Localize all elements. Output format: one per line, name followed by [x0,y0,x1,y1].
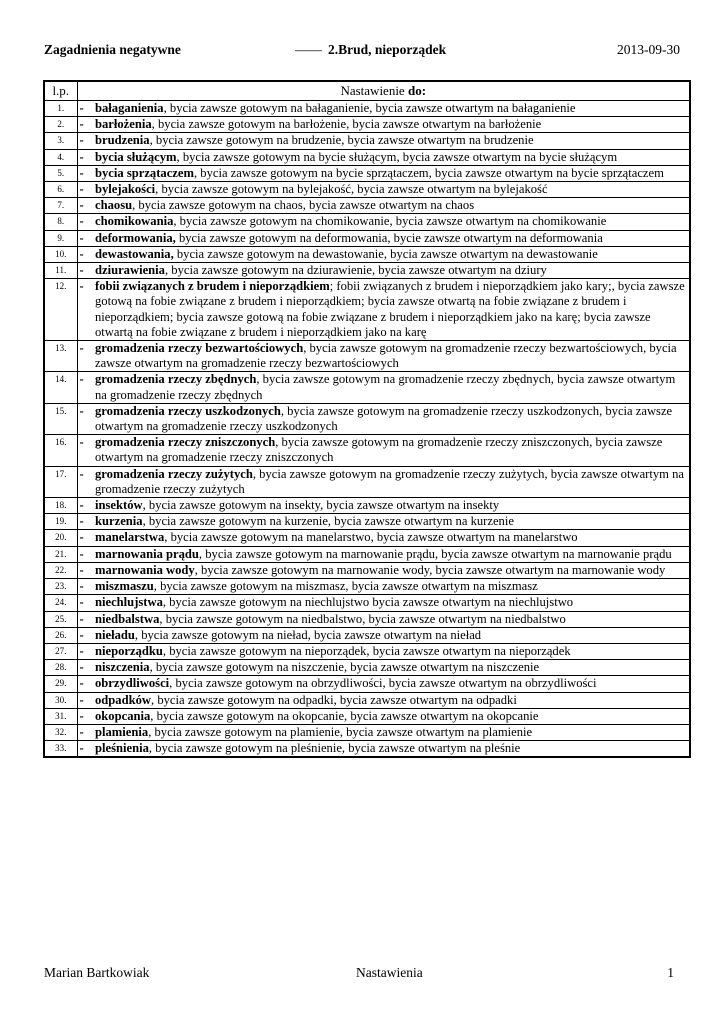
row-number: 3. [44,133,77,149]
row-number: 23. [44,579,77,595]
footer-author: Marian Bartkowiak [44,965,150,980]
table-row [44,611,690,627]
row-number: 10. [44,246,77,262]
row-bullet-dash: - [77,149,93,165]
row-term: plamienia [95,724,149,739]
table-body [44,101,690,758]
row-description: , bycia zawsze gotowym na obrzydliwości, bycia zawsze otwartym na obrzydliwości [169,676,597,691]
row-number: 13. [44,341,77,372]
row-number: 25. [44,611,77,627]
row-number: 16. [44,435,77,466]
row-description: , bycia zawsze gotowym na brudzenie, bycia zawsze otwartym na brudzenie [149,133,534,148]
table-row [44,643,690,659]
row-description: , bycia zawsze gotowym na dziurawienie, bycia zawsze otwartym na dziury [164,263,547,278]
row-number: 15. [44,403,77,434]
table-row [44,466,690,497]
table-row [44,627,690,643]
row-text [93,403,690,434]
row-text [93,279,690,341]
row-description: , bycia zawsze gotowym na gromadzenie rzeczy bezwartościowych, bycia zawsze otwartym na gromadzenie rzeczy bezwartościowych [95,341,677,371]
row-text [93,435,690,466]
row-text [93,741,690,758]
row-term: niechlujstwa [95,595,163,610]
row-term: dewastowania, [95,246,174,261]
row-bullet-dash: - [77,514,93,530]
table-row [44,435,690,466]
row-term: brudzenia [95,133,150,148]
row-text [93,101,690,117]
row-text [93,263,690,279]
table-row [44,101,690,117]
row-number: 31. [44,708,77,724]
row-bullet-dash: - [77,627,93,643]
row-text [93,341,690,372]
table-row [44,263,690,279]
row-bullet-dash: - [77,498,93,514]
page-header [44,42,680,62]
row-description: , bycia zawsze gotowym na insekty, bycia zawsze otwartym na insekty [142,498,500,513]
row-term: niedbalstwa [95,611,160,626]
row-number: 6. [44,182,77,198]
row-text [93,579,690,595]
table-row [44,595,690,611]
row-description: , bycia zawsze gotowym na nieład, bycia zawsze otwartym na nieład [134,627,482,642]
row-text [93,372,690,403]
row-description: , bycia zawsze gotowym na bałaganienie, bycia zawsze otwartym na bałaganienie [163,101,576,115]
table-header-row [44,81,690,101]
table-row [44,530,690,546]
row-description: bycia zawsze gotowym na deformowania, bycie zawsze otwartym na deformowania [175,230,603,245]
row-bullet-dash: - [77,230,93,246]
row-number: 2. [44,117,77,133]
footer-page-number: 1 [667,965,674,980]
row-description: , bycia zawsze gotowym na gromadzenie rzeczy uszkodzonych, bycia zawsze otwartym na gromadzenie rzeczy uszkodzonych [95,403,673,434]
row-bullet-dash: - [77,530,93,546]
row-term: deformowania, [95,230,176,245]
row-bullet-dash: - [77,279,93,341]
row-term: niszczenia [95,660,150,675]
header-subject-text: 2.Brud, nieporządek [328,42,447,57]
table-row [44,546,690,562]
row-term: kurzenia [95,514,143,529]
row-bullet-dash: - [77,372,93,403]
row-description: , bycia zawsze gotowym na kurzenie, bycia zawsze otwartym na kurzenie [142,514,514,529]
row-description: , bycia zawsze gotowym na manelarstwo, bycia zawsze otwartym na manelarstwo [164,530,578,545]
row-bullet-dash: - [77,117,93,133]
table-row [44,692,690,708]
table-row [44,676,690,692]
table-row [44,246,690,262]
row-number: 24. [44,595,77,611]
row-bullet-dash: - [77,643,93,659]
table-row [44,708,690,724]
column-header-prefix: Nastawienie [340,83,408,98]
table-row [44,117,690,133]
row-bullet-dash: - [77,466,93,497]
row-term: nieporządku [95,643,163,658]
row-term: nieładu [95,627,135,642]
row-number: 7. [44,198,77,214]
row-bullet-dash: - [77,403,93,434]
table-row [44,341,690,372]
row-text [93,546,690,562]
row-text [93,708,690,724]
row-number: 27. [44,643,77,659]
table-row [44,198,690,214]
row-term: gromadzenia rzeczy zbędnych [95,372,257,387]
row-description: , bycia zawsze gotowym na gromadzenie rzeczy zużytych, bycia zawsze otwartym na gromadzenie rzeczy zużytych [95,466,684,496]
row-term: bałaganienia [95,101,164,115]
row-text [93,214,690,230]
row-text [93,724,690,740]
row-text [93,498,690,514]
row-text [93,514,690,530]
column-header-lp: l.p. [44,81,77,101]
table-row [44,133,690,149]
row-bullet-dash: - [77,708,93,724]
row-description: , bycia zawsze gotowym na niedbalstwo, bycia zawsze otwartym na niedbalstwo [159,611,566,626]
row-term: fobii związanych z brudem i nieporządkiem [95,279,330,294]
table-row [44,660,690,676]
row-bullet-dash: - [77,165,93,181]
row-number: 9. [44,230,77,246]
row-number: 29. [44,676,77,692]
table-row [44,214,690,230]
row-description: , bycia zawsze gotowym na okopcanie, bycia zawsze otwartym na okopcanie [150,708,539,723]
row-term: marnowania wody [95,562,195,577]
table-row [44,165,690,181]
table-row [44,514,690,530]
row-term: miszmaszu [95,579,154,594]
attitudes-table [43,80,691,758]
row-bullet-dash: - [77,198,93,214]
row-bullet-dash: - [77,562,93,578]
row-bullet-dash: - [77,133,93,149]
row-text [93,562,690,578]
table-row [44,279,690,341]
row-term: odpadków [95,692,152,707]
row-text [93,692,690,708]
row-term: barłożenia [95,117,152,132]
row-number: 5. [44,165,77,181]
row-text [93,530,690,546]
table-row [44,741,690,758]
row-description: , bycia zawsze gotowym na chaos, bycia zawsze otwartym na chaos [132,198,475,213]
header-dash: —— [295,42,322,57]
row-bullet-dash: - [77,741,93,758]
row-text [93,198,690,214]
row-description: , bycia zawsze gotowym na bycie sprzątaczem, bycia zawsze otwartym na bycie sprzątaczem [193,165,664,180]
row-number: 11. [44,263,77,279]
row-term: dziurawienia [95,263,165,278]
row-text [93,149,690,165]
row-term: bycia sprzątaczem [95,165,194,180]
row-description: , bycia zawsze gotowym na odpadki, bycia zawsze otwartym na odpadki [151,692,517,707]
row-term: gromadzenia rzeczy zniszczonych [95,435,276,450]
row-term: chomikowania [95,214,174,229]
row-description: , bycia zawsze gotowym na niechlujstwo bycia zawsze otwartym na niechlujstwo [162,595,574,610]
row-description: , bycia zawsze gotowym na plamienie, bycia zawsze otwartym na plamienie [148,724,533,739]
row-text [93,466,690,497]
row-number: 4. [44,149,77,165]
row-term: manelarstwa [95,530,165,545]
row-number: 12. [44,279,77,341]
row-term: bycia służącym [95,149,177,164]
table-row [44,230,690,246]
row-bullet-dash: - [77,101,93,117]
row-description: , bycia zawsze gotowym na gromadzenie rzeczy zbędnych, bycia zawsze otwartym na gromadzenie rzeczy zbędnych [95,372,676,402]
page-footer [44,965,680,985]
header-subject [295,42,446,58]
row-bullet-dash: - [77,546,93,562]
column-header-bold: do: [407,83,427,98]
table-row [44,579,690,595]
row-number: 20. [44,530,77,546]
row-number: 18. [44,498,77,514]
row-term: marnowania prądu [95,546,199,561]
row-term: pleśnienia [95,741,149,756]
row-text [93,182,690,198]
row-number: 28. [44,660,77,676]
row-number: 8. [44,214,77,230]
row-term: gromadzenia rzeczy uszkodzonych [95,403,281,418]
row-term: chaosu [95,198,133,213]
row-text [93,117,690,133]
row-description: , bycia zawsze gotowym na barłożenie, bycia zawsze otwartym na barłożenie [151,117,542,132]
row-text [93,246,690,262]
row-bullet-dash: - [77,341,93,372]
row-description: ; fobii związanych z brudem i nieporządkiem jako kary;, bycia zawsze gotową na fobie związane z brudem i nieporządkiem; bycia zawsze otwartą na fobie związane z brudem i nieporządkiem; bycia zawsze gotową na fobie związane z brudem i nieporządkiem jako na karę; bycia zawsze otwartą na fobie związane z brudem i nieporządkiem jako na karę [95,279,685,339]
row-number: 33. [44,741,77,758]
row-text [93,165,690,181]
row-term: insektów [95,498,143,513]
column-header-attitude [77,81,690,101]
row-bullet-dash: - [77,595,93,611]
row-description: bycia zawsze gotowym na dewastowanie, bycia zawsze otwartym na dewastowanie [173,246,598,261]
row-bullet-dash: - [77,692,93,708]
row-number: 17. [44,466,77,497]
row-number: 19. [44,514,77,530]
row-description: , bycia zawsze gotowym na gromadzenie rzeczy zniszczonych, bycia zawsze otwartym na gromadzenie rzeczy zniszczonych [95,435,663,465]
table-row [44,403,690,434]
row-bullet-dash: - [77,676,93,692]
row-number: 32. [44,724,77,740]
row-text [93,230,690,246]
row-description: , bycia zawsze gotowym na marnowanie wody, bycia zawsze otwartym na marnowanie wody [194,562,666,577]
header-topic: Zagadnienia negatywne [44,42,181,57]
row-description: , bycia zawsze gotowym na niszczenie, bycia zawsze otwartym na niszczenie [149,660,540,675]
row-description: , bycia zawsze gotowym na pleśnienie, bycia zawsze otwartym na pleśnie [148,741,521,756]
row-text [93,643,690,659]
row-bullet-dash: - [77,182,93,198]
table-row [44,372,690,403]
row-term: gromadzenia rzeczy bezwartościowych [95,341,304,356]
row-bullet-dash: - [77,724,93,740]
row-number: 21. [44,546,77,562]
row-term: gromadzenia rzeczy zużytych [95,466,253,481]
footer-title: Nastawienia [356,965,423,980]
row-term: okopcania [95,708,151,723]
row-text [93,595,690,611]
row-number: 14. [44,372,77,403]
row-description: , bycia zawsze gotowym na chomikowanie, bycia zawsze otwartym na chomikowanie [173,214,607,229]
row-term: obrzydliwości [95,676,170,691]
row-description: , bycia zawsze gotowym na marnowanie prądu, bycia zawsze otwartym na marnowanie prądu [198,546,672,561]
row-text [93,627,690,643]
table-row [44,182,690,198]
row-bullet-dash: - [77,579,93,595]
row-term: bylejakości [95,182,156,197]
row-bullet-dash: - [77,660,93,676]
row-bullet-dash: - [77,435,93,466]
row-number: 26. [44,627,77,643]
row-number: 22. [44,562,77,578]
row-description: , bycia zawsze gotowym na bylejakość, bycia zawsze otwartym na bylejakość [155,182,548,197]
row-description: , bycia zawsze gotowym na bycie służącym, bycia zawsze otwartym na bycie służącym [176,149,618,164]
header-date: 2013-09-30 [617,42,680,57]
row-bullet-dash: - [77,246,93,262]
table-row [44,562,690,578]
row-description: , bycia zawsze gotowym na nieporządek, bycia zawsze otwartym na nieporządek [162,643,571,658]
row-text [93,660,690,676]
table-row [44,498,690,514]
row-number: 30. [44,692,77,708]
row-text [93,611,690,627]
row-number: 1. [44,101,77,117]
row-bullet-dash: - [77,611,93,627]
row-bullet-dash: - [77,263,93,279]
row-text [93,133,690,149]
row-bullet-dash: - [77,214,93,230]
table-row [44,149,690,165]
row-text [93,676,690,692]
row-description: , bycia zawsze gotowym na miszmasz, bycia zawsze otwartym na miszmasz [153,579,538,594]
table-row [44,724,690,740]
